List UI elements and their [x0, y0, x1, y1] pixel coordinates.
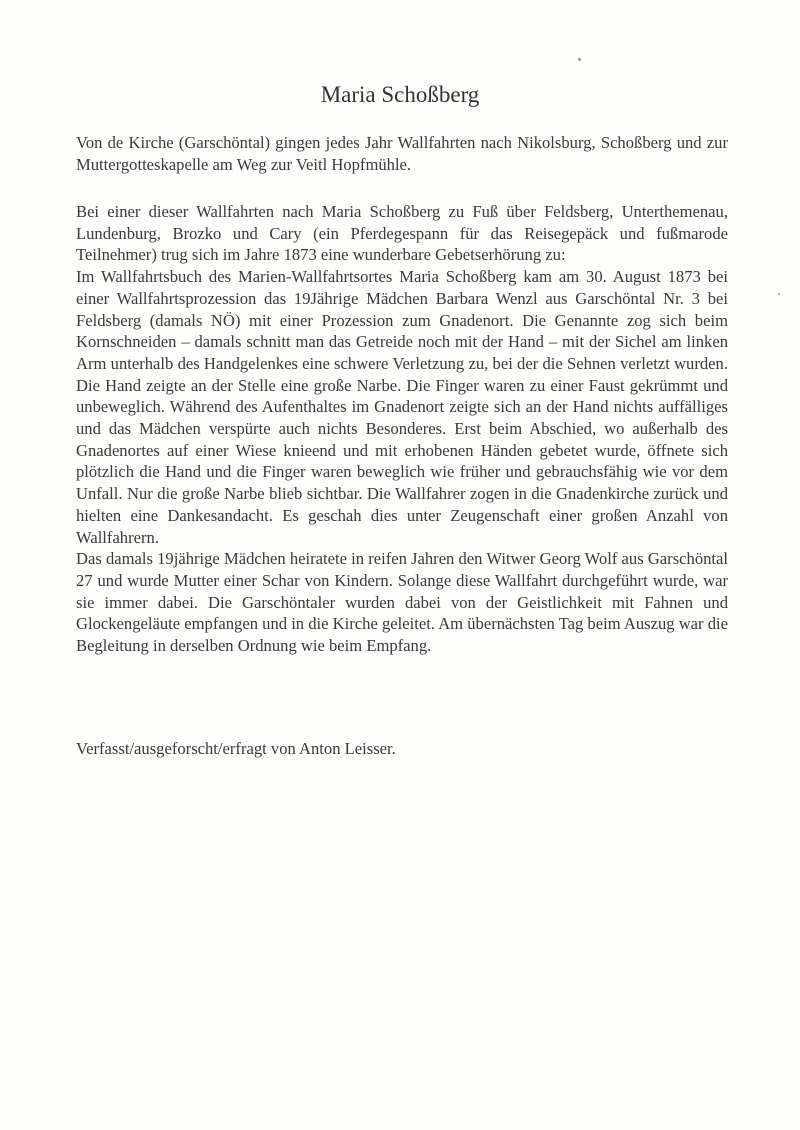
- paragraph-aftermath: Das damals 19jährige Mädchen heiratete in reifen Jahren den Witwer Georg Wolf aus Garschöntal 27 und wurde Mutter einer Schar von Kindern. Solange diese Wallfahrt durchgeführt wurde, war sie immer dabei. Die Garschöntaler wurden dabei von der Geistlichkeit mit Fahnen und Glockengeläute empfangen und in die Kirche geleitet. Am übernächsten Tag beim Auszug war die Begleitung in derselben Ordnung wie beim Empfang.: [76, 549, 728, 656]
- story-section: [76, 201, 728, 657]
- signature-text: Verfasst/ausgeforscht/erfragt von Anton Leisser.: [76, 739, 396, 758]
- paragraph-pilgrimage: Bei einer dieser Wallfahrten nach Maria Schoßberg zu Fuß über Feldsberg, Unterthemenau, Lundenburg, Brozko und Cary (ein Pferdegespann für das Reisegepäck und fußmarode Teilnehmer) trug sich im Jahre 1873 eine wunderbare Gebetserhörung zu:: [76, 202, 728, 265]
- intro-text: Von de Kirche (Garschöntal) gingen jedes Jahr Wallfahrten nach Nikolsburg, Schoßberg und zur Muttergotteskapelle am Weg zur Veitl Hopfmühle.: [76, 133, 728, 174]
- scan-speck: [778, 293, 780, 295]
- document-title: Maria Schoßberg: [320, 82, 480, 107]
- intro-paragraph: [76, 132, 728, 175]
- scan-speck: [578, 58, 581, 61]
- author-signature: [76, 738, 728, 760]
- paragraph-miracle: Im Wallfahrtsbuch des Marien-Wallfahrtsortes Maria Schoßberg kam am 30. August 1873 bei einer Wallfahrtsprozession das 19Jährige Mädchen Barbara Wenzl aus Garschöntal Nr. 3 bei Feldsberg (damals NÖ) mit einer Prozession zum Gnadenort. Die Genannte zog sich beim Kornschneiden – damals schnitt man das Getreide noch mit der Hand – mit der Sichel am linken Arm unterhalb des Handgelenkes eine schwere Verletzung zu, bei der die Sehnen verletzt wurden. Die Hand zeigte an der Stelle eine große Narbe. Die Finger waren zu einer Faust gekrümmt und unbeweglich. Während des Aufenthaltes im Gnadenort zeigte sich an der Hand nichts auffälliges und das Mädchen verspürte auch nichts Besonderes. Erst beim Abschied, wo außerhalb des Gnadenortes auf einer Wiese knieend und mit erhobenen Händen gebetet wurde, öffnete sich plötzlich die Hand und die Finger waren beweglich wie früher und gebrauchsfähig wie vor dem Unfall. Nur die große Narbe blieb sichtbar. Die Wallfahrer zogen in die Gnadenkirche zurück und hielten eine Dankesandacht. Es geschah dies unter Zeugenschaft einer großen Anzahl von Wallfahrern.: [76, 267, 728, 547]
